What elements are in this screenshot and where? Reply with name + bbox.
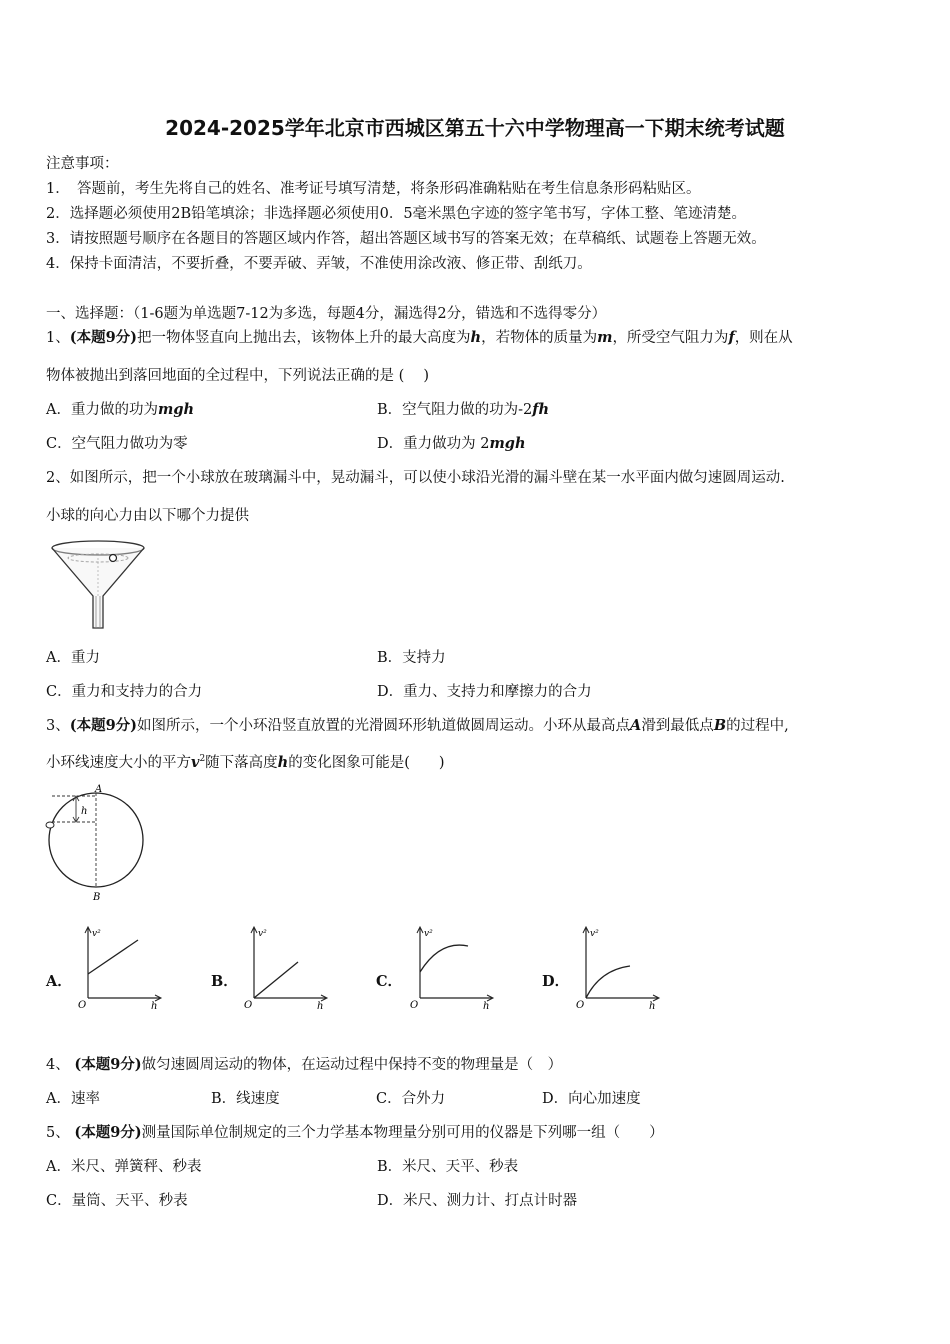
axis-label-h: h (317, 1001, 324, 1010)
var-A: A (630, 717, 642, 734)
q1-option-d[interactable] (377, 432, 526, 453)
question-5-stem (46, 1121, 664, 1142)
q3-option-b[interactable]: B． (211, 973, 238, 990)
question-3-text: 小环线速度大小的平方 (46, 755, 191, 771)
origin-label: O (410, 1000, 419, 1010)
q2-option-d[interactable]: D．重力、支持力和摩擦力的合力 (377, 684, 592, 700)
question-1-text: ，则在从 (734, 330, 793, 346)
q3-option-a[interactable]: A． (46, 973, 72, 990)
notice-item-2: 2．选择题必须使用2B铅笔填涂；非选择题必须使用0．5毫米黑色字迹的签字笔书写，字体工整、笔迹清楚。 (46, 206, 747, 222)
q4-option-d[interactable]: D．向心加速度 (542, 1091, 641, 1107)
funnel-figure (46, 536, 151, 634)
option-text: D．重力做功为 2 (377, 436, 490, 452)
option-text: C．空气阻力做功为零 (46, 436, 188, 452)
question-3-text: 滑到最低点 (641, 718, 714, 734)
small-ring-icon (46, 822, 54, 828)
section-heading: 一、选择题：（1-6题为单选题7-12为多选，每题4分，漏选得2分，错选和不选得零分） (46, 306, 607, 322)
q4-option-c[interactable]: C．合外力 (376, 1091, 446, 1107)
option-text: B．空气阻力做的功为-2 (377, 402, 533, 418)
q2-option-b[interactable]: B．支持力 (377, 650, 446, 666)
q3-option-c[interactable]: C． (376, 973, 403, 990)
axis-label-h: h (483, 1001, 490, 1010)
q5-option-b[interactable]: B．米尺、天平、秒表 (377, 1159, 519, 1175)
question-4-text: 做匀速圆周运动的物体，在运动过程中保持不变的物理量是（ ） (141, 1057, 563, 1073)
axis-label-h: h (649, 1001, 656, 1010)
var-f: f (728, 329, 735, 346)
ball-icon (110, 555, 117, 562)
question-1-text: 把一物体竖直向上抛出去，该物体上升的最大高度为 (137, 330, 471, 346)
label-A: A (95, 784, 103, 795)
page-title: 2024-2025学年北京市西城区第五十六中学物理高一下期末统考试题 (165, 116, 785, 140)
question-2-stem-line2: 小球的向心力由以下哪个力提供 (46, 508, 249, 524)
var-B: B (713, 717, 727, 734)
q5-option-c[interactable]: C．量筒、天平、秒表 (46, 1193, 188, 1209)
question-5-score: (本题9分) (74, 1124, 142, 1141)
q3-graph-d[interactable] (572, 924, 662, 1010)
q4-option-a[interactable]: A．速率 (46, 1091, 100, 1107)
question-5-number: 5、 (46, 1125, 70, 1141)
label-B: B (93, 892, 101, 903)
axis-label-v2: v² (258, 929, 267, 939)
q5-option-a[interactable]: A．米尺、弹簧秤、秒表 (46, 1159, 202, 1175)
origin-label: O (576, 1000, 585, 1010)
circle-track-figure (40, 782, 160, 906)
question-4-number: 4、 (46, 1057, 70, 1073)
question-4-score: (本题9分) (74, 1056, 142, 1073)
question-1-stem-line2: 物体被抛出到落回地面的全过程中，下列说法正确的是 ( ) (46, 368, 430, 384)
superscript: 2 (199, 754, 206, 765)
axis-label-v2: v² (92, 929, 101, 939)
question-3-number: 3、 (46, 718, 70, 734)
axis-label-v2: v² (424, 929, 433, 939)
q3-graph-c[interactable] (406, 924, 496, 1010)
notice-item-1: 1． 答题前，考生先将自己的姓名、准考证号填写清楚，将条形码准确粘贴在考生信息条形码粘贴区。 (46, 181, 701, 197)
q1-option-c[interactable] (46, 432, 188, 453)
question-3-text: 的变化图象可能是( ) (288, 755, 445, 771)
q2-option-c[interactable]: C．重力和支持力的合力 (46, 684, 203, 700)
q1-option-a[interactable] (46, 398, 194, 419)
question-1-text: ，若物体的质量为 (481, 330, 598, 346)
origin-label: O (244, 1000, 253, 1010)
question-2-stem: 2、如图所示，把一个小球放在玻璃漏斗中，晃动漏斗，可以使小球沿光滑的漏斗壁在某一水平面内做匀速圆周运动. (46, 470, 785, 486)
q5-option-d[interactable]: D．米尺、测力计、打点计时器 (377, 1193, 578, 1209)
q3-graph-b[interactable] (240, 924, 330, 1010)
question-1-text: ，所受空气阻力为 (612, 330, 729, 346)
q3-option-d[interactable]: D． (542, 973, 570, 990)
graph-curve (586, 966, 630, 998)
axis-label-h: h (151, 1001, 158, 1010)
graph-line (254, 962, 298, 998)
question-4-stem (46, 1053, 562, 1074)
q2-option-a[interactable]: A．重力 (46, 650, 100, 666)
question-3-text: 如图所示，一个小环沿竖直放置的光滑圆环形轨道做圆周运动。小环从最高点 (137, 718, 631, 734)
q1-option-b[interactable] (377, 398, 549, 419)
question-3-stem (46, 714, 789, 735)
question-3-score: (本题9分) (69, 717, 138, 734)
q4-option-b[interactable]: B．线速度 (211, 1091, 280, 1107)
label-h: h (81, 806, 88, 817)
graph-line (88, 940, 138, 974)
option-text: A．重力做的功为 (46, 402, 158, 418)
var-v: v (191, 754, 200, 771)
var-h: h (277, 754, 289, 771)
option-math: fh (532, 401, 550, 418)
question-3-text: 随下落高度 (205, 755, 278, 771)
question-1-score: (本题9分) (69, 329, 138, 346)
axis-label-v2: v² (590, 929, 599, 939)
option-math: mgh (157, 401, 195, 418)
notice-item-3: 3．请按照题号顺序在各题目的答题区域内作答，超出答题区域书写的答案无效；在草稿纸、试题卷上答题无效。 (46, 231, 766, 247)
question-1-number: 1、 (46, 330, 70, 346)
var-h: h (470, 329, 482, 346)
question-5-text: 测量国际单位制规定的三个力学基本物理量分别可用的仪器是下列哪一组（ ） (141, 1125, 664, 1141)
q3-graph-a[interactable] (74, 924, 164, 1010)
question-3-text: 的过程中, (726, 718, 789, 734)
question-1-stem (46, 326, 793, 347)
option-math: mgh (489, 435, 526, 452)
origin-label: O (78, 1000, 87, 1010)
graph-curve (420, 945, 468, 972)
notice-item-4: 4．保持卡面清洁，不要折叠，不要弄破、弄皱，不准使用涂改液、修正带、刮纸刀。 (46, 256, 592, 272)
notice-heading: 注意事项： (46, 156, 119, 172)
question-3-stem-line2 (46, 751, 445, 772)
var-m: m (597, 329, 613, 346)
